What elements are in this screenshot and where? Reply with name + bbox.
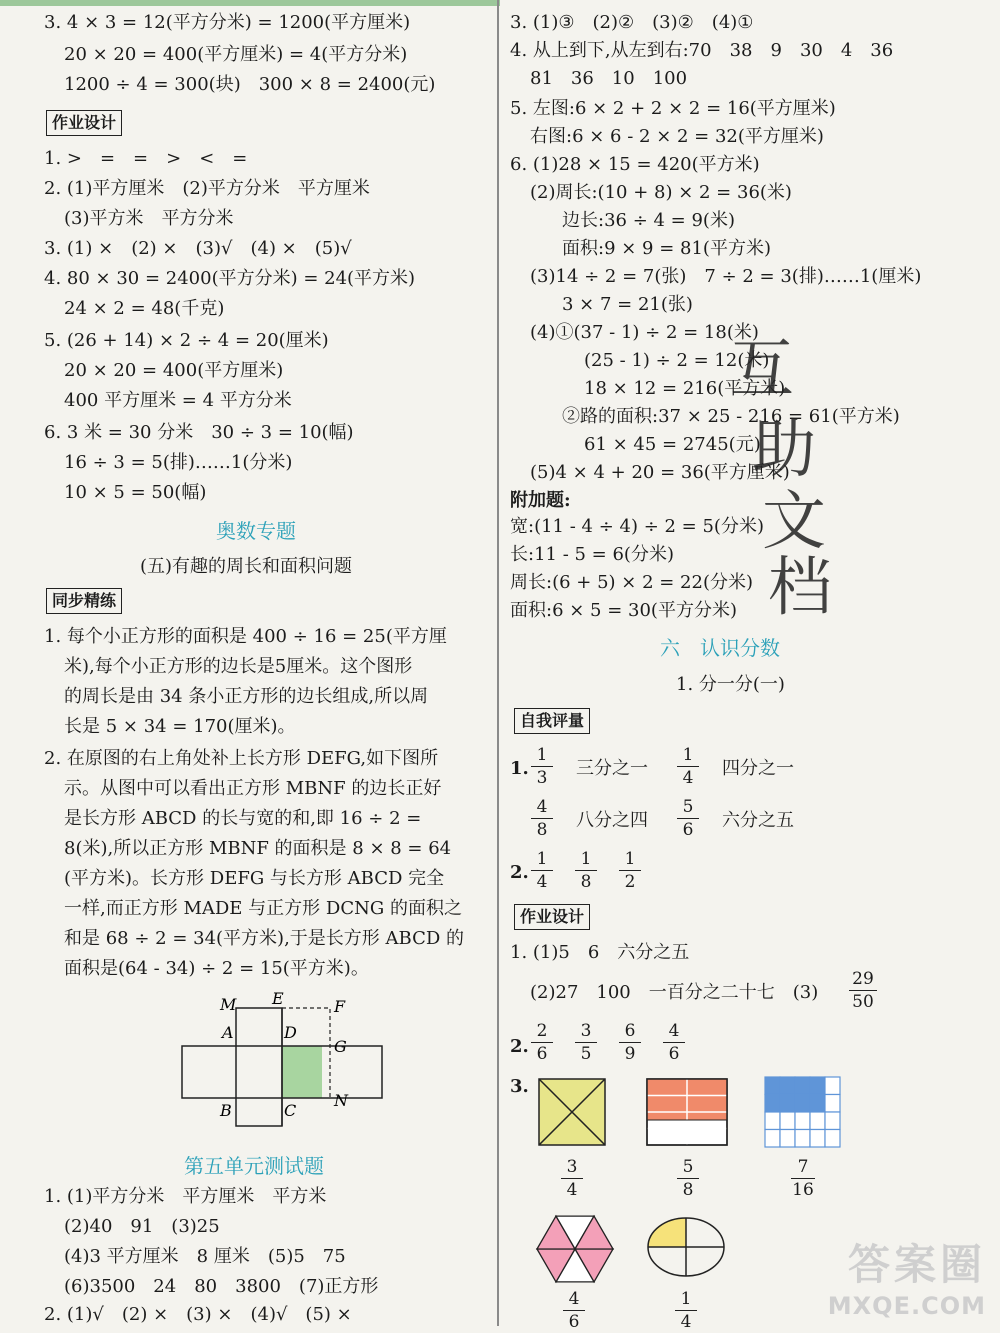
label-C: C (284, 1101, 297, 1120)
answer-line: 81 36 10 100 (530, 68, 688, 89)
answer-line: 24 × 2 = 48(千克) (64, 298, 225, 319)
paragraph-line: 示。从图中可以看出正方形 MBNF 的边长正好 (64, 778, 442, 799)
fraction: $\frac{29}{50}$ (846, 968, 880, 1013)
fraction: $\frac{1}{4}$ (672, 1288, 700, 1333)
answer-line: 5. 左图:6 × 2 + 2 × 2 = 16(平方厘米) (510, 98, 836, 119)
answer-line: (5)4 × 4 + 20 = 36(平方厘米) (530, 462, 790, 483)
answer-line: (4)①(37 - 1) ÷ 2 = 18(米) (530, 322, 759, 343)
watermark-url: MXQE.COM (827, 1292, 986, 1320)
grid-cell (825, 1130, 840, 1148)
grid-cell (795, 1095, 810, 1113)
answer-line: (2)40 91 (3)25 (64, 1216, 220, 1237)
answer-line: 周长:(6 + 5) × 2 = 22(分米) (510, 572, 753, 593)
fraction: $\frac{1}{4}$ (528, 848, 556, 893)
answer-line: 3 × 7 = 21(张) (562, 294, 693, 315)
fraction-word: 六分之五 (722, 810, 794, 831)
answer-line: 6. (1)28 × 15 = 420(平方米) (510, 154, 760, 175)
fraction-word: 四分之一 (722, 758, 794, 779)
grid-cell (765, 1095, 780, 1113)
answer-line: 2. (1)平方厘米 (2)平方分米 平方厘米 (44, 178, 370, 199)
paragraph-line: 米),每个小正方形的边长是5厘米。这个图形 (64, 656, 413, 677)
answer-line: 10 × 5 = 50(幅) (64, 482, 207, 503)
answer-line: 20 × 20 = 400(平方厘米) = 4(平方分米) (64, 44, 408, 65)
rectangle-figure (172, 990, 392, 1130)
paragraph-line: 8(米),所以正方形 MBNF 的面积是 8 × 8 = 64 (64, 838, 452, 859)
answer-line: 面积:9 × 9 = 81(平方米) (562, 238, 771, 259)
label-D: D (284, 1023, 297, 1042)
grid-cell (810, 1077, 825, 1095)
paragraph-line: 和是 68 ÷ 2 = 34(平方米),于是长方形 ABCD 的 (64, 928, 465, 949)
fraction: $\frac{1}{2}$ (616, 848, 644, 893)
answer-line: 1200 ÷ 4 = 300(块) 300 × 8 = 2400(元) (64, 74, 436, 95)
section-title-fractions: 六 认识分数 (660, 636, 780, 660)
handwriting-char: 互 (730, 333, 794, 407)
grid-cell (810, 1130, 825, 1148)
grid-cell (765, 1077, 780, 1095)
section-title-unit-test: 第五单元测试题 (184, 1154, 324, 1178)
fraction: $\frac{5}{8}$ (674, 1156, 702, 1201)
grid-cell (810, 1112, 825, 1130)
answer-line: 2. (1)√ (2) × (3) × (4)√ (5) × (44, 1304, 352, 1325)
section-title-olympiad: 奥数专题 (216, 519, 296, 543)
handwriting-char: 文 (762, 485, 826, 559)
handwriting-char: 档 (768, 551, 832, 625)
answer-line: 右图:6 × 6 - 2 × 2 = 32(平方厘米) (530, 126, 824, 147)
sub-title: (五)有趣的周长和面积问题 (140, 556, 353, 577)
answer-line: 3. 4 × 3 = 12(平方分米) = 1200(平方厘米) (44, 12, 411, 33)
paragraph-line: 2. 在原图的右上角处补上长方形 DEFG,如下图所 (44, 748, 439, 769)
answer-line: (3)14 ÷ 2 = 7(张) 7 ÷ 2 = 3(排)……1(厘米) (530, 266, 922, 287)
label-G: G (334, 1037, 347, 1056)
paragraph-line: (平方米)。长方形 DEFG 与长方形 ABCD 完全 (64, 868, 445, 889)
answer-line: 18 × 12 = 216(平方米) (584, 378, 786, 399)
grid-cell (780, 1112, 795, 1130)
section-box-homework: 作业设计 (514, 904, 590, 930)
answer-line: 20 × 20 = 400(平方厘米) (64, 360, 284, 381)
grid-cell (825, 1095, 840, 1113)
label-A: A (222, 1023, 234, 1042)
answer-line: 3. (1) × (2) × (3)√ (4) × (5)√ (44, 238, 352, 259)
fraction: $\frac{1}{4}$ (674, 744, 702, 789)
answer-line: 5. (26 + 14) × 2 ÷ 4 = 20(厘米) (44, 330, 329, 351)
grid-cell (825, 1112, 840, 1130)
grid-cell (780, 1095, 795, 1113)
answer-line: (4)3 平方厘米 8 厘米 (5)5 75 (64, 1246, 346, 1267)
answer-line: (3)平方米 平方分米 (64, 208, 234, 229)
grid-cell (765, 1112, 780, 1130)
label-B: B (220, 1101, 232, 1120)
grid-cell (780, 1077, 795, 1095)
fraction: $\frac{1}{8}$ (572, 848, 600, 893)
fraction-word: 八分之四 (576, 810, 648, 831)
grid-figure (764, 1076, 842, 1150)
fraction: $\frac{1}{3}$ (528, 744, 556, 789)
paragraph-line: 的周长是由 34 条小正方形的边长组成,所以周 (64, 686, 429, 707)
answer-line: 边长:36 ÷ 4 = 9(米) (562, 210, 735, 231)
label-N: N (334, 1091, 348, 1110)
answer-line: 16 ÷ 3 = 5(排)……1(分米) (64, 452, 293, 473)
section-box-self-assess: 自我评量 (514, 708, 590, 734)
answer-line: 长:11 - 5 = 6(分米) (510, 544, 674, 565)
fraction: $\frac{4}{8}$ (528, 796, 556, 841)
fraction: $\frac{6}{9}$ (616, 1020, 644, 1065)
handwriting-char: 助 (752, 413, 816, 487)
q-number: 2. (510, 1036, 529, 1057)
paragraph-line: 一样,而正方形 MADE 与正方形 DCNG 的面积之 (64, 898, 462, 919)
fraction: $\frac{3}{5}$ (572, 1020, 600, 1065)
fraction: $\frac{4}{6}$ (560, 1288, 588, 1333)
answer-line: 3. (1)③ (2)② (3)② (4)① (510, 12, 754, 33)
answer-line: (25 - 1) ÷ 2 = 12(米) (584, 350, 770, 371)
answer-line: (2)27 100 一百分之二十七 (3) (530, 982, 819, 1003)
bars-figure (646, 1078, 730, 1148)
grid-cell (780, 1130, 795, 1148)
sub-title: 1. 分一分(一) (676, 674, 785, 695)
answer-line: (2)周长:(10 + 8) × 2 = 36(米) (530, 182, 792, 203)
q-number: 3. (510, 1076, 529, 1097)
paragraph-line: 长是 5 × 34 = 170(厘米)。 (64, 716, 296, 737)
watermark (828, 1232, 986, 1320)
answer-line: ②路的面积:37 × 25 - 216 = 61(平方米) (562, 406, 900, 427)
fraction: $\frac{2}{6}$ (528, 1020, 556, 1065)
grid-cell (765, 1130, 780, 1148)
square-diagonals-figure (538, 1078, 608, 1148)
answer-line: 1. (1)5 6 六分之五 (510, 942, 690, 963)
grid-cell (810, 1095, 825, 1113)
label-F: F (334, 997, 346, 1016)
fraction: $\frac{4}{6}$ (660, 1020, 688, 1065)
top-color-strip (0, 0, 500, 6)
answer-line: 1. (1)平方分米 平方厘米 平方米 (44, 1186, 327, 1207)
hexagon-figure (530, 1208, 620, 1290)
answer-line: 400 平方厘米 = 4 平方分米 (64, 390, 292, 411)
fraction: $\frac{5}{6}$ (674, 796, 702, 841)
section-box-homework: 作业设计 (46, 110, 122, 136)
fraction: $\frac{7}{16}$ (792, 1157, 814, 1200)
answer-line: 宽:(11 - 4 ÷ 4) ÷ 2 = 5(分米) (510, 516, 764, 537)
answer-line: 4. 80 × 30 = 2400(平方分米) = 24(平方米) (44, 268, 416, 289)
grid-cell (795, 1077, 810, 1095)
label-E: E (272, 990, 284, 1008)
fraction-word: 三分之一 (576, 758, 648, 779)
q-number: 2. (510, 862, 529, 883)
answer-line: 61 × 45 = 2745(元) (584, 434, 761, 455)
bonus-heading: 附加题: (510, 490, 571, 511)
ellipse-figure (646, 1216, 726, 1278)
answer-line: 6. 3 米 = 30 分米 30 ÷ 3 = 10(幅) (44, 422, 354, 443)
answer-line: 面积:6 × 5 = 30(平方分米) (510, 600, 737, 621)
q-number: 1. (510, 758, 529, 779)
paragraph-line: 面积是(64 - 34) ÷ 2 = 15(平方米)。 (64, 958, 369, 979)
watermark-logo: 答案圈 (847, 1240, 986, 1289)
grid-cell (795, 1130, 810, 1148)
answer-line: 1. > = = > < = (44, 148, 248, 169)
grid-cell (795, 1112, 810, 1130)
paragraph-line: 1. 每个小正方形的面积是 400 ÷ 16 = 25(平方厘 (44, 626, 447, 647)
answer-line: 4. 从上到下,从左到右:70 38 9 30 4 36 (510, 40, 894, 61)
section-box-practice: 同步精练 (46, 588, 122, 614)
grid-cell (825, 1077, 840, 1095)
paragraph-line: 是长方形 ABCD 的长与宽的和,即 16 ÷ 2 = (64, 808, 422, 829)
column-divider (497, 0, 499, 1326)
label-M: M (220, 995, 237, 1014)
answer-line: (6)3500 24 80 3800 (7)正方形 (64, 1276, 379, 1297)
fraction: $\frac{3}{4}$ (558, 1156, 586, 1201)
